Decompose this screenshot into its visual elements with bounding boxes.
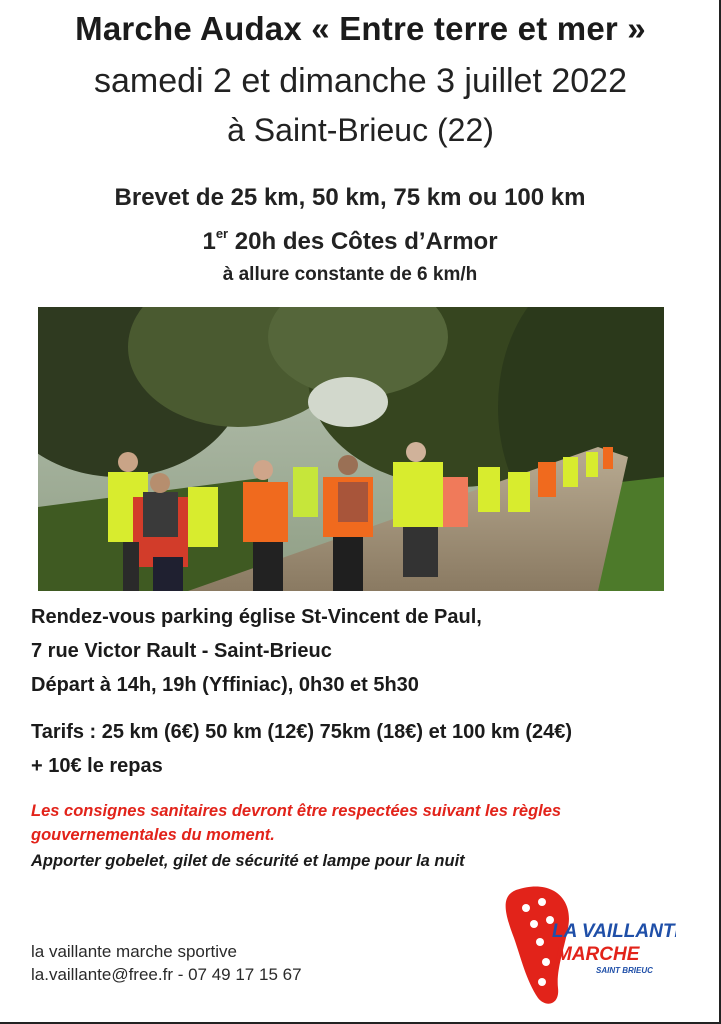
organizer-name: la vaillante marche sportive	[31, 942, 237, 961]
event-dates: samedi 2 et dimanche 3 juillet 2022	[94, 62, 627, 100]
depart-line: Départ à 14h, 19h (Yffiniac), 0h30 et 5h30	[31, 674, 419, 696]
first-20h-line	[0, 226, 700, 256]
poster-title: Marche Audax « Entre terre et mer »	[75, 10, 646, 47]
logo-line-1: LA VAILLANTE	[552, 921, 676, 942]
first-text: 20h des Côtes d’Armor	[228, 228, 498, 255]
sanitary-note-line-1: Les consignes sanitaires devront être respectées suivant les règles	[31, 802, 562, 820]
tarifs-line: Tarifs : 25 km (6€) 50 km (12€) 75km (18€) et 100 km (24€)	[31, 721, 573, 743]
address-line: 7 rue Victor Rault - Saint-Brieuc	[31, 640, 332, 662]
repas-line: + 10€ le repas	[31, 755, 163, 777]
bring-items-note: Apporter gobelet, gilet de sécurité et lampe pour la nuit	[31, 852, 465, 870]
event-place: à Saint-Brieuc (22)	[227, 112, 494, 148]
first-sup: er	[215, 226, 229, 241]
rdv-line: Rendez-vous parking église St-Vincent de Paul,	[31, 606, 482, 628]
brevet-distances: Brevet de 25 km, 50 km, 75 km ou 100 km	[114, 184, 586, 211]
logo-line-2: MARCHE	[556, 944, 640, 965]
organizer-contact: la.vaillante@free.fr - 07 49 17 15 67	[31, 965, 302, 984]
first-prefix: 1	[202, 228, 216, 255]
la-vaillante-logo	[496, 880, 676, 1010]
logo-line-3: SAINT BRIEUC	[596, 966, 653, 975]
walkers-photo	[38, 307, 664, 591]
allure-line: à allure constante de 6 km/h	[222, 264, 478, 285]
sanitary-note-line-2: gouvernementales du moment.	[31, 826, 275, 844]
